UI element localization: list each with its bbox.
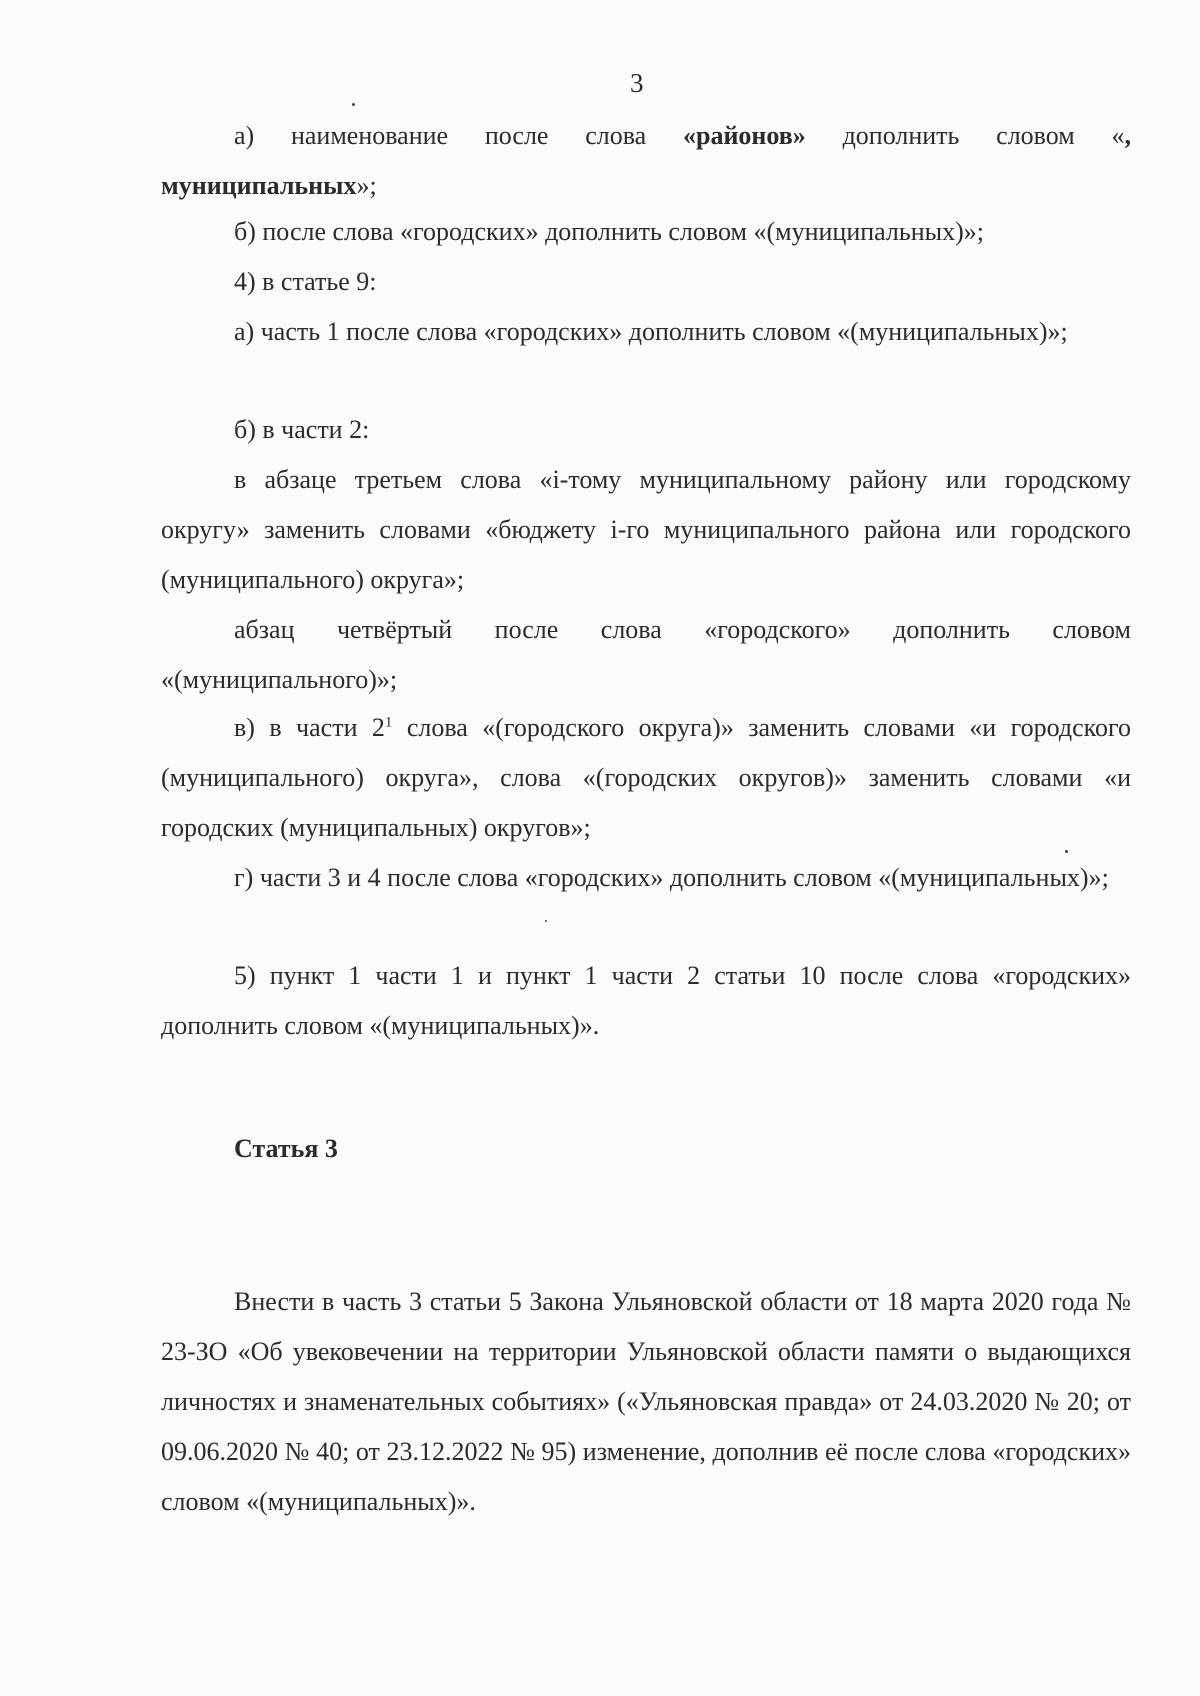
paragraph-abzac-third: в абзаце третьем слова «i-тому муниципальному району или городскому округу» заменить словами «бюджету i-го муниципального района или городского (муниципального) округа»; [161, 465, 1131, 594]
paragraph-a2: а) часть 1 после слова «городских» дополнить словом «(муниципальных)»; [234, 317, 1068, 346]
paragraph-b2: б) в части 2: [234, 415, 370, 444]
paragraph-v-superscript: 1 [384, 714, 393, 731]
paragraph-a1-bold-rayonov: «районов» [682, 121, 806, 150]
scan-speck [1065, 850, 1068, 853]
paragraph-a1 [161, 111, 1131, 211]
paragraph-v [161, 703, 1131, 853]
paragraph-v-post: слова «(городского округа)» заменить словами «и городского (муниципального) округа», слова «(городских округов)» заменить словами «и городских (муниципальных) округов»; [161, 713, 1131, 842]
article-heading: Статья 3 [234, 1134, 338, 1163]
paragraph-a1-bold-municipal: , муниципальных [161, 121, 1131, 200]
paragraph-5: 5) пункт 1 части 1 и пункт 1 части 2 статьи 10 после слова «городских» дополнить словом «(муниципальных)». [161, 961, 1131, 1040]
article-3-text: Внести в часть 3 статьи 5 Закона Ульяновской области от 18 марта 2020 года № 23-ЗО «Об увековечении на территории Ульяновской области памяти о выдающихся личностях и знаменательных событиях» («Ульяновская правда» от 24.03.2020 № 20; от 09.06.2020 № 40; от 23.12.2022 № 95) изменение, дополнив её после слова «городских» словом «(муниципальных)». [161, 1287, 1131, 1516]
paragraph-b1: б) после слова «городских» дополнить словом «(муниципальных)»; [234, 217, 985, 246]
page-number: 3 [630, 68, 644, 98]
paragraph-a1-post: »; [356, 171, 377, 200]
paragraph-g: г) части 3 и 4 после слова «городских» дополнить словом «(муниципальных)»; [234, 863, 1109, 892]
paragraph-a1-mid: дополнить словом « [805, 121, 1125, 150]
scan-speck [352, 103, 355, 106]
paragraph-v-pre: в) в части 2 [234, 713, 385, 742]
paragraph-abzac-fourth: абзац четвёртый после слова «городского» дополнить словом «(муниципального)»; [161, 615, 1131, 694]
scan-speck [545, 920, 547, 922]
paragraph-4: 4) в статье 9: [234, 267, 377, 296]
paragraph-a1-pre: а) наименование после слова [234, 121, 683, 150]
